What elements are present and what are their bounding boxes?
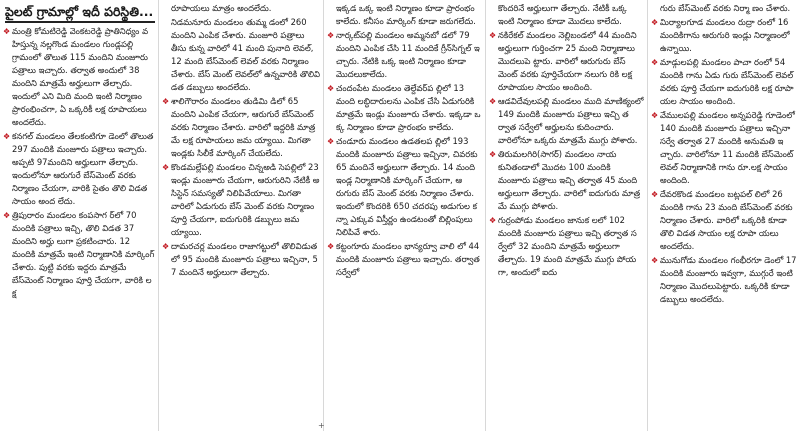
- bullet-icon: ❖: [651, 256, 659, 265]
- bullet-icon: ❖: [651, 190, 659, 199]
- column-paragraphs: [3, 25, 155, 300]
- paragraph: [651, 16, 797, 55]
- bullet-icon: ❖: [3, 211, 11, 220]
- bullet-icon: ❖: [651, 18, 659, 27]
- column-4: [485, 0, 647, 431]
- paragraph: [327, 240, 482, 279]
- paragraph: [162, 95, 320, 160]
- column-paragraphs: [327, 2, 482, 279]
- paragraph-text: గుర్రంపోడు మండలం జానుక లలో 102 మందికి మంజూరు పత్రాలు ఇచ్చి తర్వాత సర్వేలో 32 మందిని మాత్రమే అర్హులుగా తేల్చారు. 19 మంది మాత్రమే ముగ్గు పోయగా, అందులో ఐదు: [498, 215, 637, 277]
- paragraph-text: మాడ్గులపల్లి మండలం పాచా రంలో 54 మందికి గాను ఏడు గురు బేస్‌మెంట్ లెవల్ వరకు పూర్తి చేయగా ఐదుగురికి లక్ష రూపా యల సాయం అందింది.: [660, 57, 794, 106]
- column-2: [158, 0, 323, 431]
- paragraph-text: ఆడవిదేవులపల్లి మండలం ముది మాణిక్యంలో 149 మందికి మంజూరు పత్రాలు ఇచ్చి తర్వాత సర్వేలో అర్హులను కుదించారు. వారిలోనూ ఒక్కరు మాత్రమే ముగ్గు పోశారు.: [498, 96, 644, 145]
- paragraph-text: ఇక్కడ ఒక్క ఇంటి నిర్మాణం కూడా ప్రారంభం కాలేదు. కనీసం మార్కింగ్ కూడా జరుగలేదు.: [336, 3, 476, 26]
- bullet-icon: ❖: [489, 31, 497, 40]
- paragraph-text: కట్టంగూరు మండలం భాన్యర్వూ వాలి లో 44 మందికి మంజూరు పత్రాలు ఇచ్చారు. తర్వాత సర్వేలో: [336, 241, 480, 277]
- column-paragraphs: [651, 2, 797, 306]
- paragraph: [327, 2, 482, 28]
- paragraph-text: కొందరినే అర్హులుగా తేల్చారు. నేటికీ ఒక్క ఇంటి నిర్మాణం కూడా మొదలు కాలేదు.: [498, 3, 627, 26]
- paragraph: [3, 130, 155, 208]
- column-5: [647, 0, 800, 431]
- paragraph-text: వేములపల్లి మండలం అన్నపరెడ్డి గూడెంలో 140 మందికి మంజూరు పత్రాలు ఇచ్చినా సర్వే తర్వాత 27 మందికి అనుమతి ఇచ్చారు. వారిలోనూ 11 మందికి బేస్‌మెంట్ లెవల్ నిర్మాణానికి గాను రూ.లక్ష సాయం అందింది.: [660, 110, 795, 185]
- paragraph: [489, 29, 644, 94]
- paragraph: [327, 29, 482, 81]
- paragraph-text: నిడమనూరు మండలం తుమ్మ డంలో 260 మందిని ఎంపిక చేశారు. మంజూరి పత్రాలు తీసు కున్న వారిలో 41 మంది పునాది లెవల్, 12 మంది బేస్‌మెంట్ లెవల్ వరకు నిర్మాణం చేశారు. బేస్‌ మెంట్ లెవల్‌లో ఉన్నవారికి తొలివి డత డబ్బులు అందలేదు.: [171, 17, 320, 92]
- bullet-icon: ❖: [162, 242, 170, 251]
- paragraph: [651, 188, 797, 253]
- bullet-icon: ❖: [489, 216, 497, 225]
- paragraph: [489, 148, 644, 213]
- paragraph: [651, 254, 797, 306]
- column-paragraphs: [162, 2, 320, 279]
- paragraph: [651, 2, 797, 15]
- paragraph-text: చందంపేట మండలం తెల్దేవర్‌ప ల్లిలో 13 మంది లబ్ధిదారులను ఎంపిక చేసి ఏడుగురికి మాత్రమే ఇండ్లు మంజూరు చేశారు. ఇక్కడా ఒక్క నిర్మాణం కూడా ప్రారంభం కాలేదు.: [336, 83, 481, 132]
- paragraph: [3, 25, 155, 129]
- paragraph: [327, 82, 482, 134]
- paragraph: [651, 56, 797, 108]
- paragraph: [489, 214, 644, 279]
- fold-mark: +: [318, 421, 325, 430]
- paragraph-text: దామరచర్ల మండలం రాజాగట్టులో తొలివిడుతలో 95 మందికి మంజూరు పత్రాలు ఇచ్చినా, 57 మందినే అర్హులుగా తేల్చారు.: [171, 241, 318, 277]
- paragraph-text: మంత్రి కోమటిరెడ్డి వెంకటరెడ్డి ప్రాతినిధ్యం వహిస్తున్న నల్లగొండ మండలం గుండ్లపల్లి గ్రామంలో తొలుత 115 మందిని మంజూరు పత్రాలు ఇచ్చారు. తర్వాత అందులో 38 మందిని మాత్రమే అర్హులుగా తేల్చారు. ఇందులో ఎని మిది మంది ఇంటి నిర్మాణం ప్రారంభించగా, ఏ ఒక్కరికీ లక్ష రూపాయలు అందలేదు.: [12, 26, 149, 127]
- bullet-icon: ❖: [162, 163, 170, 172]
- paragraph: [489, 95, 644, 147]
- paragraph-text: రూపాయలు మాత్రం అందలేదు.: [171, 3, 272, 13]
- bullet-icon: ❖: [327, 31, 335, 40]
- paragraph-text: గురు బేస్‌మెంట్ వరకు నిర్మా ణం చేశారు.: [660, 3, 791, 13]
- column-paragraphs: [489, 2, 644, 279]
- paragraph-text: మునుగోడు మండలం గంభీరగూ డెంలో 17 మందికి మంజూరు ఇవ్వగా, ముగ్గురే ఇంటి నిర్మాణం మొదలుపెట్టారు. ఒక్కరికి కూడా డబ్బులు అందలేదు.: [660, 255, 797, 304]
- bullet-icon: ❖: [327, 137, 335, 146]
- bullet-icon: ❖: [651, 58, 659, 67]
- paragraph-text: నార్కట్‌పల్లి మండలం అమ్మనబో డలో 79 మందిని ఎంపిక చేసి 11 మందికే గ్రీన్‌సిగ్నల్ ఇచ్చారు. నేటికి ఒక్క ఇంటి నిర్మాణం కూడా మొదలుకాలేదు.: [336, 30, 480, 79]
- paragraph: [162, 2, 320, 15]
- paragraph-text: కనగల్ మండలం తేలకంటిగూ డెంలో తొలుత 297 మందికి మంజూరు పత్రాలు ఇచ్చారు. అప్పటి 97మందిని అర్హులుగా తేల్చారు. ఇందులోనూ ఆరుగురే బేస్‌మెంట్ వరకు నిర్మాణం చేయగా, వారికి సైతం తొలి విడత సాయం అంద లేదు.: [12, 131, 154, 206]
- bullet-icon: ❖: [327, 242, 335, 251]
- paragraph-text: తిరుమలగిరి(సాగర్) మండలం నాయకునితండాలో మొదట 100 మందికి మంజూరు పత్రాలు ఇచ్చి తర్వాత 45 మంది అర్హులుగా తేల్చారు. వారిలో ఐదుగురు మాత్రమే ముగ్గు పోశారు.: [498, 149, 641, 211]
- bullet-icon: ❖: [489, 150, 497, 159]
- bullet-icon: ❖: [651, 111, 659, 120]
- paragraph-text: దేవరకొండ మండలం బట్లపల్ లిలో 26 మందికి గాను 23 మంది బేస్‌మెంట్ వరకు నిర్మాణం చేశారు. వారిలో ఒక్కరికి కూడా తొలి విడత సాయం లక్ష రూపా యలు అందలేదు.: [660, 189, 793, 251]
- paragraph-text: త్రిపురారం మండలం కంపసాగ ర్‌లో 70 మందికి పత్రాలు ఇచ్చి, తొలి విడత 37 మందిని అర్హు లుగా ప్రకటించారు. 12 మందికి మాత్రమే ఇంటి నిర్మాణానికి మార్కింగ్ చేశారు. పుట్టి వరకు ఇద్దరు మాత్రమే బేస్‌మెంట్ నిర్మాణం పూర్తి చేయగా, వారికి లక్ష: [12, 210, 155, 298]
- paragraph-text: మిర్యాలగూడ మండలం రుద్రా రంలో 16 మందికిగాను ఆరుగురి ఇండ్లు నిర్మాణంలో ఉన్నాయి.: [660, 17, 790, 53]
- paragraph-text: చండూరు మండలం ఉడతలప ల్లిలో 193 మందికి మంజూరు పత్రాలు ఇచ్చినా, చివరకు 65 మందినే అర్హులుగా తేల్చారు. 14 మంది ఇండ్ల నిర్మాణానికి మార్కింగ్ చేయగా, ఆరుగురు బేస్‌ మెంట్ వరకు నిర్మాణం చేశారు. ఇందులో కొందరికి 650 చదరపు అడుగుల కన్నా ఎక్కువ విస్తీర్ణం ఉండటంతో బిల్లింపులు నిలిపివే శారు.: [336, 136, 478, 237]
- bullet-icon: ❖: [327, 84, 335, 93]
- paragraph: [489, 2, 644, 28]
- paragraph-text: నకిరేకల్ మండలం నెల్లిబండలో 44 మందిని అర్హులుగా గుర్తించగా 25 మంది నిర్మాణాలు మొదలుపె ట్టారు. వారిలో ఆరుగురు బేస్‌ మెంట్ వరకు పూర్తిచేయగా నలుగు రికి లక్ష రూపాయల సాయం అందింది.: [498, 30, 637, 92]
- paragraph: [327, 135, 482, 239]
- paragraph: [162, 16, 320, 94]
- column-3: [323, 0, 485, 431]
- paragraph: [3, 209, 155, 300]
- bullet-icon: ❖: [3, 132, 11, 141]
- article-headline: పైలట్ గ్రామాల్లో ఇదీ పరిస్థితి...: [5, 4, 155, 23]
- bullet-icon: ❖: [162, 97, 170, 106]
- bullet-icon: ❖: [489, 97, 497, 106]
- paragraph: [162, 240, 320, 279]
- bullet-icon: ❖: [3, 27, 11, 36]
- paragraph: [162, 161, 320, 239]
- column-1: [0, 0, 158, 431]
- paragraph-text: కొండమల్లేపల్లి మండలం చిన్నఅడి సెపల్లిలో 23 ఇండ్లు మంజూరు చేయగా, ఆరుగురిని నేటికీ అసిస్టెన్ సమస్యతో నిలిపివేయాలు. మిగతా వారిలో ఏడుగురు బేస్‌ మెంట్ వరకు నిర్మాణం పూర్తి చేయగా, ఐదుగురికి డబ్బులు జమ య్యాయి.: [171, 162, 320, 237]
- paragraph-text: శాలిగౌరారం మండలం తుడిమి డిలో 65 మందిని ఎంపిక చేయగా, ఆరుగురే బేస్‌మెంట్ వరకు నిర్మాణం చేశారు. వారిలో ఇద్దరికి మాత్రమే లక్ష రూపాయలు జమ య్యాయి. మిగతా ఇండ్లకు సిలీకే మార్కింగ్ చేయలేదు.: [171, 96, 316, 158]
- paragraph: [651, 109, 797, 187]
